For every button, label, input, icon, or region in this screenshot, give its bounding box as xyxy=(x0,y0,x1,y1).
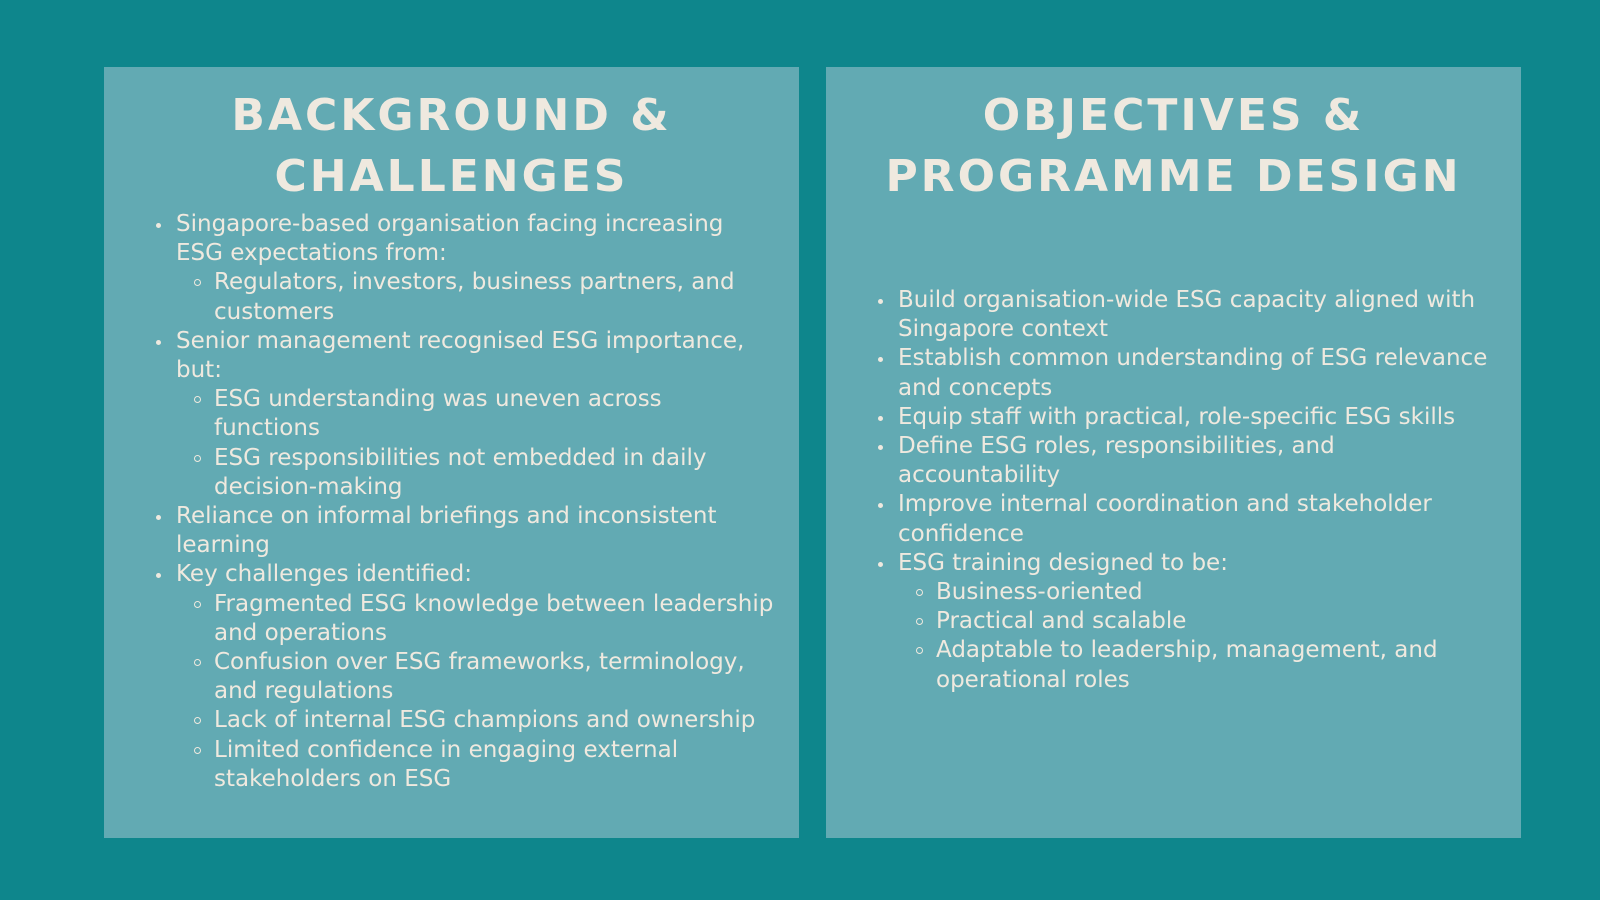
title-line-2: PROGRAMME DESIGN xyxy=(885,151,1462,202)
list-item: Equip staff with practical, role-specific ESG skills xyxy=(876,403,1496,432)
list-item: Establish common understanding of ESG relevance and concepts xyxy=(876,344,1496,402)
sub-list-item: Confusion over ESG frameworks, terminology, and regulations xyxy=(192,648,774,706)
sub-list-item: ESG understanding was uneven across functions xyxy=(192,385,774,443)
list-item-text: ESG training designed to be: xyxy=(898,549,1228,576)
list-item xyxy=(154,502,774,560)
list-item: Improve internal coordination and stakeholder confidence xyxy=(876,490,1496,548)
objectives-design-title xyxy=(826,85,1521,207)
list-item xyxy=(876,549,1496,695)
sub-list-item: Limited confidence in engaging external stakeholders on ESG xyxy=(192,736,774,794)
title-line-2: CHALLENGES xyxy=(274,151,629,202)
list-item: Define ESG roles, responsibilities, and accountability xyxy=(876,432,1496,490)
objectives-design-panel xyxy=(826,67,1521,838)
list-item-text: Senior management recognised ESG importance, but: xyxy=(176,327,745,384)
sub-list-item: ESG responsibilities not embedded in daily decision-making xyxy=(192,444,774,502)
list-item: Build organisation-wide ESG capacity aligned with Singapore context xyxy=(876,286,1496,344)
sub-list-item: Lack of internal ESG champions and ownership xyxy=(192,706,774,735)
title-line-1: OBJECTIVES & xyxy=(982,90,1365,141)
list-item xyxy=(154,327,774,502)
list-item-text: Singapore-based organisation facing increasing ESG expectations from: xyxy=(176,211,724,267)
list-item-text: Reliance on informal briefings and inconsistent learning xyxy=(176,503,717,559)
background-challenges-list xyxy=(154,210,774,794)
sub-list xyxy=(176,268,774,326)
sub-list xyxy=(176,590,774,794)
sub-list-item: Business-oriented xyxy=(914,578,1496,607)
background-challenges-panel xyxy=(104,67,799,838)
list-item xyxy=(154,210,774,327)
title-line-1: BACKGROUND & xyxy=(231,90,672,141)
sub-list-item: Regulators, investors, business partners, and customers xyxy=(192,268,774,326)
sub-list-item: Adaptable to leadership, management, and operational roles xyxy=(914,636,1496,694)
sub-list-item: Fragmented ESG knowledge between leadership and operations xyxy=(192,590,774,648)
background-challenges-title xyxy=(104,85,799,207)
objectives-design-list xyxy=(876,286,1496,695)
sub-list-item: Practical and scalable xyxy=(914,607,1496,636)
list-item-text: Key challenges identified: xyxy=(176,561,472,588)
list-item xyxy=(154,560,774,794)
sub-list xyxy=(898,578,1496,695)
sub-list xyxy=(176,385,774,502)
